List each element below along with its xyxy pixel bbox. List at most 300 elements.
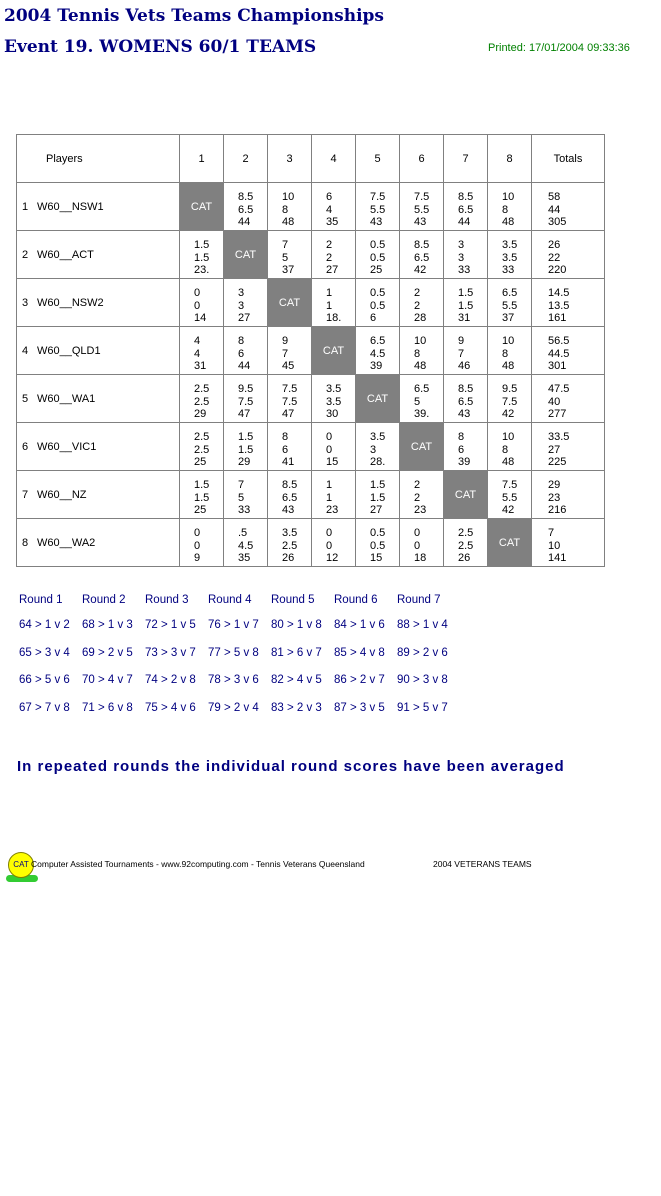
match-entry: 73 > 3 v 7: [145, 646, 196, 659]
score-cell: [224, 471, 268, 519]
player-number: 5: [22, 392, 29, 405]
score-value: 28: [414, 312, 427, 324]
score-value: 2.5: [458, 539, 474, 552]
match-entry: 89 > 2 v 6: [397, 646, 448, 659]
score-value: 0: [194, 527, 201, 539]
score-value: 7.5: [414, 191, 430, 203]
score-cell: [400, 471, 444, 519]
total-value: 10: [548, 539, 561, 552]
totals-cell: [532, 327, 605, 375]
score-value: 42: [414, 264, 427, 276]
self-match-cell: CAT: [488, 519, 532, 567]
score-cell: [224, 327, 268, 375]
score-value: 0: [194, 299, 201, 312]
score-cell: [312, 519, 356, 567]
score-cell: [400, 519, 444, 567]
score-value: 43: [414, 216, 427, 228]
score-value: 6.5: [238, 203, 254, 216]
results-table: [16, 134, 605, 567]
score-value: 48: [414, 360, 427, 372]
player-name-cell: [17, 183, 180, 231]
score-value: 30: [326, 408, 339, 420]
score-value: 47: [282, 408, 295, 420]
score-value: 7.5: [282, 395, 298, 408]
score-cell: [312, 183, 356, 231]
opponent-header: 4: [312, 135, 356, 183]
score-value: 31: [458, 312, 471, 324]
score-value: 8: [282, 431, 289, 443]
player-number: 4: [22, 344, 29, 357]
score-value: 43: [370, 216, 383, 228]
score-value: 8.5: [414, 239, 430, 251]
score-cell: [356, 231, 400, 279]
score-value: 0.5: [370, 299, 386, 312]
score-cell: [488, 471, 532, 519]
score-value: 0.5: [370, 239, 386, 251]
match-entry: 86 > 2 v 7: [334, 674, 385, 686]
score-value: .5: [238, 527, 248, 539]
table-row: [17, 519, 605, 567]
score-value: 1: [326, 299, 333, 312]
match-entry: 84 > 1 v 6: [334, 619, 385, 631]
score-value: 39.: [414, 408, 430, 420]
score-value: 45: [282, 360, 295, 372]
score-value: 46: [458, 360, 471, 372]
totals-cell: [532, 519, 605, 567]
score-cell: [444, 231, 488, 279]
cat-logo-icon: CAT: [8, 852, 34, 878]
score-value: 25: [194, 504, 207, 516]
total-value: 40: [548, 395, 561, 408]
score-value: 0: [326, 527, 333, 539]
match-entry: 82 > 4 v 5: [271, 674, 322, 686]
score-cell: [268, 423, 312, 471]
score-value: 2.5: [458, 527, 474, 539]
score-value: 5: [282, 251, 289, 264]
score-value: 26: [282, 552, 295, 564]
score-value: 6.5: [414, 251, 430, 264]
table-row: [17, 183, 605, 231]
score-value: 2: [414, 491, 421, 504]
score-value: 9: [282, 335, 289, 347]
score-value: 7.5: [282, 383, 298, 395]
totals-cell: [532, 279, 605, 327]
totals-cell: [532, 183, 605, 231]
score-value: 6.5: [282, 491, 298, 504]
score-cell: [488, 327, 532, 375]
championship-title: 2004 Tennis Vets Teams Championships: [4, 6, 384, 26]
score-value: 6: [458, 443, 465, 456]
total-value: 216: [548, 504, 567, 516]
score-value: 26: [458, 552, 471, 564]
score-value: 5.5: [502, 299, 518, 312]
score-cell: [400, 327, 444, 375]
match-entry: 85 > 4 v 8: [334, 646, 385, 659]
score-value: 7: [458, 347, 465, 360]
totals-cell: [532, 375, 605, 423]
score-value: 37: [282, 264, 295, 276]
self-match-cell: CAT: [444, 471, 488, 519]
opponent-header: 2: [224, 135, 268, 183]
event-title: Event 19. WOMENS 60/1 TEAMS: [4, 37, 317, 57]
score-value: 41: [282, 456, 295, 468]
player-name-cell: [17, 375, 180, 423]
score-value: 23: [326, 504, 339, 516]
score-value: 35: [238, 552, 251, 564]
score-value: 6.5: [370, 335, 386, 347]
player-number: 1: [22, 200, 29, 213]
match-entry: 90 > 3 v 8: [397, 674, 448, 686]
score-value: 2: [414, 287, 421, 299]
player-number: 6: [22, 440, 29, 453]
score-value: 0: [326, 443, 333, 456]
total-value: 44: [548, 203, 561, 216]
match-entry: 66 > 5 v 6: [19, 674, 70, 686]
score-value: 39: [458, 456, 471, 468]
score-cell: [488, 231, 532, 279]
total-value: 301: [548, 360, 567, 372]
score-value: 31: [194, 360, 207, 372]
score-value: 5.5: [370, 203, 386, 216]
total-value: 22: [548, 251, 561, 264]
match-entry: 68 > 1 v 3: [82, 619, 133, 631]
score-value: 9.5: [502, 383, 518, 395]
score-cell: [356, 183, 400, 231]
score-value: 1.5: [194, 479, 210, 491]
score-cell: [444, 327, 488, 375]
total-value: 47.5: [548, 383, 570, 395]
total-value: 58: [548, 191, 561, 203]
score-value: 8: [502, 347, 509, 360]
score-value: 7.5: [502, 479, 518, 491]
score-cell: [268, 231, 312, 279]
score-cell: [488, 279, 532, 327]
score-cell: [180, 279, 224, 327]
score-cell: [356, 471, 400, 519]
score-cell: [224, 375, 268, 423]
score-value: 1.5: [370, 479, 386, 491]
score-value: 1: [326, 287, 333, 299]
match-entry: 81 > 6 v 7: [271, 646, 322, 659]
score-cell: [312, 471, 356, 519]
score-cell: [180, 519, 224, 567]
footer-event-name: 2004 VETERANS TEAMS: [433, 859, 532, 869]
score-value: 7.5: [238, 395, 254, 408]
score-value: 33: [238, 504, 251, 516]
score-value: 2.5: [282, 539, 298, 552]
self-match-cell: CAT: [400, 423, 444, 471]
team-name: W60__WA2: [37, 536, 96, 549]
score-value: 47: [238, 408, 251, 420]
score-value: 2: [326, 239, 333, 251]
printed-timestamp: Printed: 17/01/2004 09:33:36: [488, 42, 630, 54]
total-value: 23: [548, 491, 561, 504]
score-value: 25: [370, 264, 383, 276]
team-name: W60__QLD1: [37, 344, 101, 357]
score-value: 44: [238, 216, 251, 228]
score-value: 8.5: [458, 191, 474, 203]
score-value: 15: [326, 456, 339, 468]
player-name-cell: [17, 471, 180, 519]
score-value: 12: [326, 552, 339, 564]
round-header: Round 6: [334, 594, 378, 606]
score-value: 33: [458, 264, 471, 276]
score-value: 1.5: [238, 443, 254, 456]
score-value: 29: [194, 408, 207, 420]
score-value: 8: [414, 347, 421, 360]
score-value: 1: [326, 491, 333, 504]
player-name-cell: [17, 519, 180, 567]
score-value: 23: [414, 504, 427, 516]
score-value: 8: [282, 203, 289, 216]
score-cell: [180, 375, 224, 423]
match-entry: 64 > 1 v 2: [19, 619, 70, 631]
round-header: Round 4: [208, 594, 252, 606]
score-value: 42: [502, 408, 515, 420]
total-value: 7: [548, 527, 555, 539]
score-value: 15: [370, 552, 383, 564]
score-value: 39: [370, 360, 383, 372]
score-value: 0.5: [370, 539, 386, 552]
score-value: 9: [458, 335, 465, 347]
score-cell: [312, 231, 356, 279]
match-entry: 83 > 2 v 3: [271, 701, 322, 714]
score-cell: [312, 423, 356, 471]
score-cell: [312, 375, 356, 423]
score-cell: [444, 423, 488, 471]
score-cell: [180, 423, 224, 471]
score-cell: [444, 519, 488, 567]
opponent-header: 8: [488, 135, 532, 183]
opponent-header: 5: [356, 135, 400, 183]
self-match-cell: CAT: [312, 327, 356, 375]
score-cell: [400, 279, 444, 327]
team-name: W60__NSW1: [37, 200, 104, 213]
score-value: 0: [194, 539, 201, 552]
score-value: 6.5: [458, 203, 474, 216]
round-header: Round 3: [145, 594, 189, 606]
score-value: 5: [238, 491, 245, 504]
player-number: 3: [22, 296, 29, 309]
totals-cell: [532, 423, 605, 471]
total-value: 277: [548, 408, 567, 420]
score-value: 0: [414, 539, 421, 552]
score-value: 10: [502, 431, 515, 443]
player-number: 2: [22, 248, 29, 261]
player-name-cell: [17, 279, 180, 327]
score-value: 3.5: [282, 527, 298, 539]
total-value: 26: [548, 239, 561, 251]
score-value: 6.5: [414, 383, 430, 395]
score-value: 2.5: [194, 431, 210, 443]
score-value: 10: [414, 335, 427, 347]
total-value: 225: [548, 456, 567, 468]
totals-cell: [532, 471, 605, 519]
score-value: 27: [370, 504, 383, 516]
score-value: 1.5: [458, 299, 474, 312]
score-value: 5: [414, 395, 421, 408]
table-row: [17, 279, 605, 327]
table-row: [17, 471, 605, 519]
score-value: 35: [326, 216, 339, 228]
score-value: 3: [238, 287, 245, 299]
player-number: 8: [22, 536, 29, 549]
totals-header: Totals: [532, 135, 605, 183]
self-match-cell: CAT: [356, 375, 400, 423]
opponent-header: 7: [444, 135, 488, 183]
score-cell: [444, 183, 488, 231]
score-value: 4: [326, 203, 333, 216]
score-cell: [356, 279, 400, 327]
score-value: 9.5: [238, 383, 254, 395]
score-value: 4.5: [370, 347, 386, 360]
total-value: 44.5: [548, 347, 570, 360]
score-value: 10: [282, 191, 295, 203]
score-value: 6: [282, 443, 289, 456]
score-cell: [224, 279, 268, 327]
score-value: 1.5: [370, 491, 386, 504]
score-cell: [400, 183, 444, 231]
score-value: 1.5: [194, 251, 210, 264]
score-value: 1.5: [194, 239, 210, 251]
score-value: 44: [458, 216, 471, 228]
score-value: 8.5: [238, 191, 254, 203]
score-value: 14: [194, 312, 207, 324]
score-value: 27: [326, 264, 339, 276]
score-cell: [444, 375, 488, 423]
score-value: 4: [194, 335, 201, 347]
team-name: W60__NZ: [37, 488, 87, 501]
score-cell: [400, 375, 444, 423]
player-name-cell: [17, 231, 180, 279]
score-cell: [356, 519, 400, 567]
score-value: 2: [326, 251, 333, 264]
score-cell: [268, 327, 312, 375]
footer-credit: Computer Assisted Tournaments - www.92computing.com - Tennis Veterans Queensland: [31, 859, 365, 869]
match-entry: 72 > 1 v 5: [145, 619, 196, 631]
score-value: 27: [238, 312, 251, 324]
score-value: 6.5: [458, 395, 474, 408]
score-cell: [180, 327, 224, 375]
score-value: 28.: [370, 456, 386, 468]
score-value: 0.5: [370, 287, 386, 299]
score-value: 25: [194, 456, 207, 468]
match-entry: 91 > 5 v 7: [397, 701, 448, 714]
team-name: W60__VIC1: [37, 440, 97, 453]
score-value: 2: [414, 479, 421, 491]
round-header: Round 2: [82, 594, 126, 606]
round-header: Round 1: [19, 594, 63, 606]
score-value: 8.5: [282, 479, 298, 491]
score-value: 7.5: [502, 395, 518, 408]
score-value: 5.5: [414, 203, 430, 216]
score-cell: [268, 375, 312, 423]
table-row: [17, 231, 605, 279]
table-row: [17, 423, 605, 471]
total-value: 141: [548, 552, 567, 564]
score-cell: [444, 279, 488, 327]
score-value: 48: [502, 456, 515, 468]
score-value: 4.5: [238, 539, 254, 552]
total-value: 13.5: [548, 299, 570, 312]
score-value: 3: [238, 299, 245, 312]
score-value: 48: [502, 216, 515, 228]
score-value: 3.5: [502, 251, 518, 264]
score-cell: [488, 183, 532, 231]
team-name: W60__ACT: [37, 248, 94, 261]
score-value: 3: [458, 239, 465, 251]
opponent-header: 3: [268, 135, 312, 183]
team-name: W60__WA1: [37, 392, 96, 405]
match-entry: 80 > 1 v 8: [271, 619, 322, 631]
score-value: 8: [502, 203, 509, 216]
score-value: 29: [238, 456, 251, 468]
score-cell: [268, 519, 312, 567]
score-value: 1.5: [238, 431, 254, 443]
score-cell: [180, 231, 224, 279]
score-value: 43: [458, 408, 471, 420]
total-value: 33.5: [548, 431, 570, 443]
footer: [8, 852, 568, 884]
score-value: 44: [238, 360, 251, 372]
score-cell: [356, 423, 400, 471]
match-entry: 77 > 5 v 8: [208, 646, 259, 659]
score-value: 4: [194, 347, 201, 360]
opponent-header: 1: [180, 135, 224, 183]
score-cell: [268, 471, 312, 519]
player-name-cell: [17, 423, 180, 471]
score-value: 8: [502, 443, 509, 456]
score-value: 18: [414, 552, 427, 564]
score-value: 48: [502, 360, 515, 372]
score-value: 2.5: [194, 383, 210, 395]
score-value: 33: [502, 264, 515, 276]
score-value: 37: [502, 312, 515, 324]
score-value: 1.5: [458, 287, 474, 299]
total-value: 29: [548, 479, 561, 491]
match-entry: 70 > 4 v 7: [82, 674, 133, 686]
opponent-header: 6: [400, 135, 444, 183]
score-value: 1.5: [194, 491, 210, 504]
score-value: 3: [370, 443, 377, 456]
player-number: 7: [22, 488, 29, 501]
score-cell: [356, 327, 400, 375]
score-value: 18.: [326, 312, 342, 324]
total-value: 220: [548, 264, 567, 276]
self-match-cell: CAT: [224, 231, 268, 279]
match-entry: 69 > 2 v 5: [82, 646, 133, 659]
score-value: 2.5: [194, 395, 210, 408]
round-header: Round 5: [271, 594, 315, 606]
match-entry: 78 > 3 v 6: [208, 674, 259, 686]
score-value: 6.5: [502, 287, 518, 299]
total-value: 161: [548, 312, 567, 324]
players-header: Players: [17, 135, 180, 183]
score-cell: [224, 519, 268, 567]
score-value: 42: [502, 504, 515, 516]
score-value: 1: [326, 479, 333, 491]
score-value: 8: [458, 431, 465, 443]
score-value: 0.5: [370, 251, 386, 264]
match-entry: 76 > 1 v 7: [208, 619, 259, 631]
score-cell: [224, 423, 268, 471]
score-value: 0: [194, 287, 201, 299]
score-value: 9: [194, 552, 201, 564]
player-name-cell: [17, 327, 180, 375]
total-value: 14.5: [548, 287, 570, 299]
score-value: 0: [414, 527, 421, 539]
score-cell: [224, 183, 268, 231]
